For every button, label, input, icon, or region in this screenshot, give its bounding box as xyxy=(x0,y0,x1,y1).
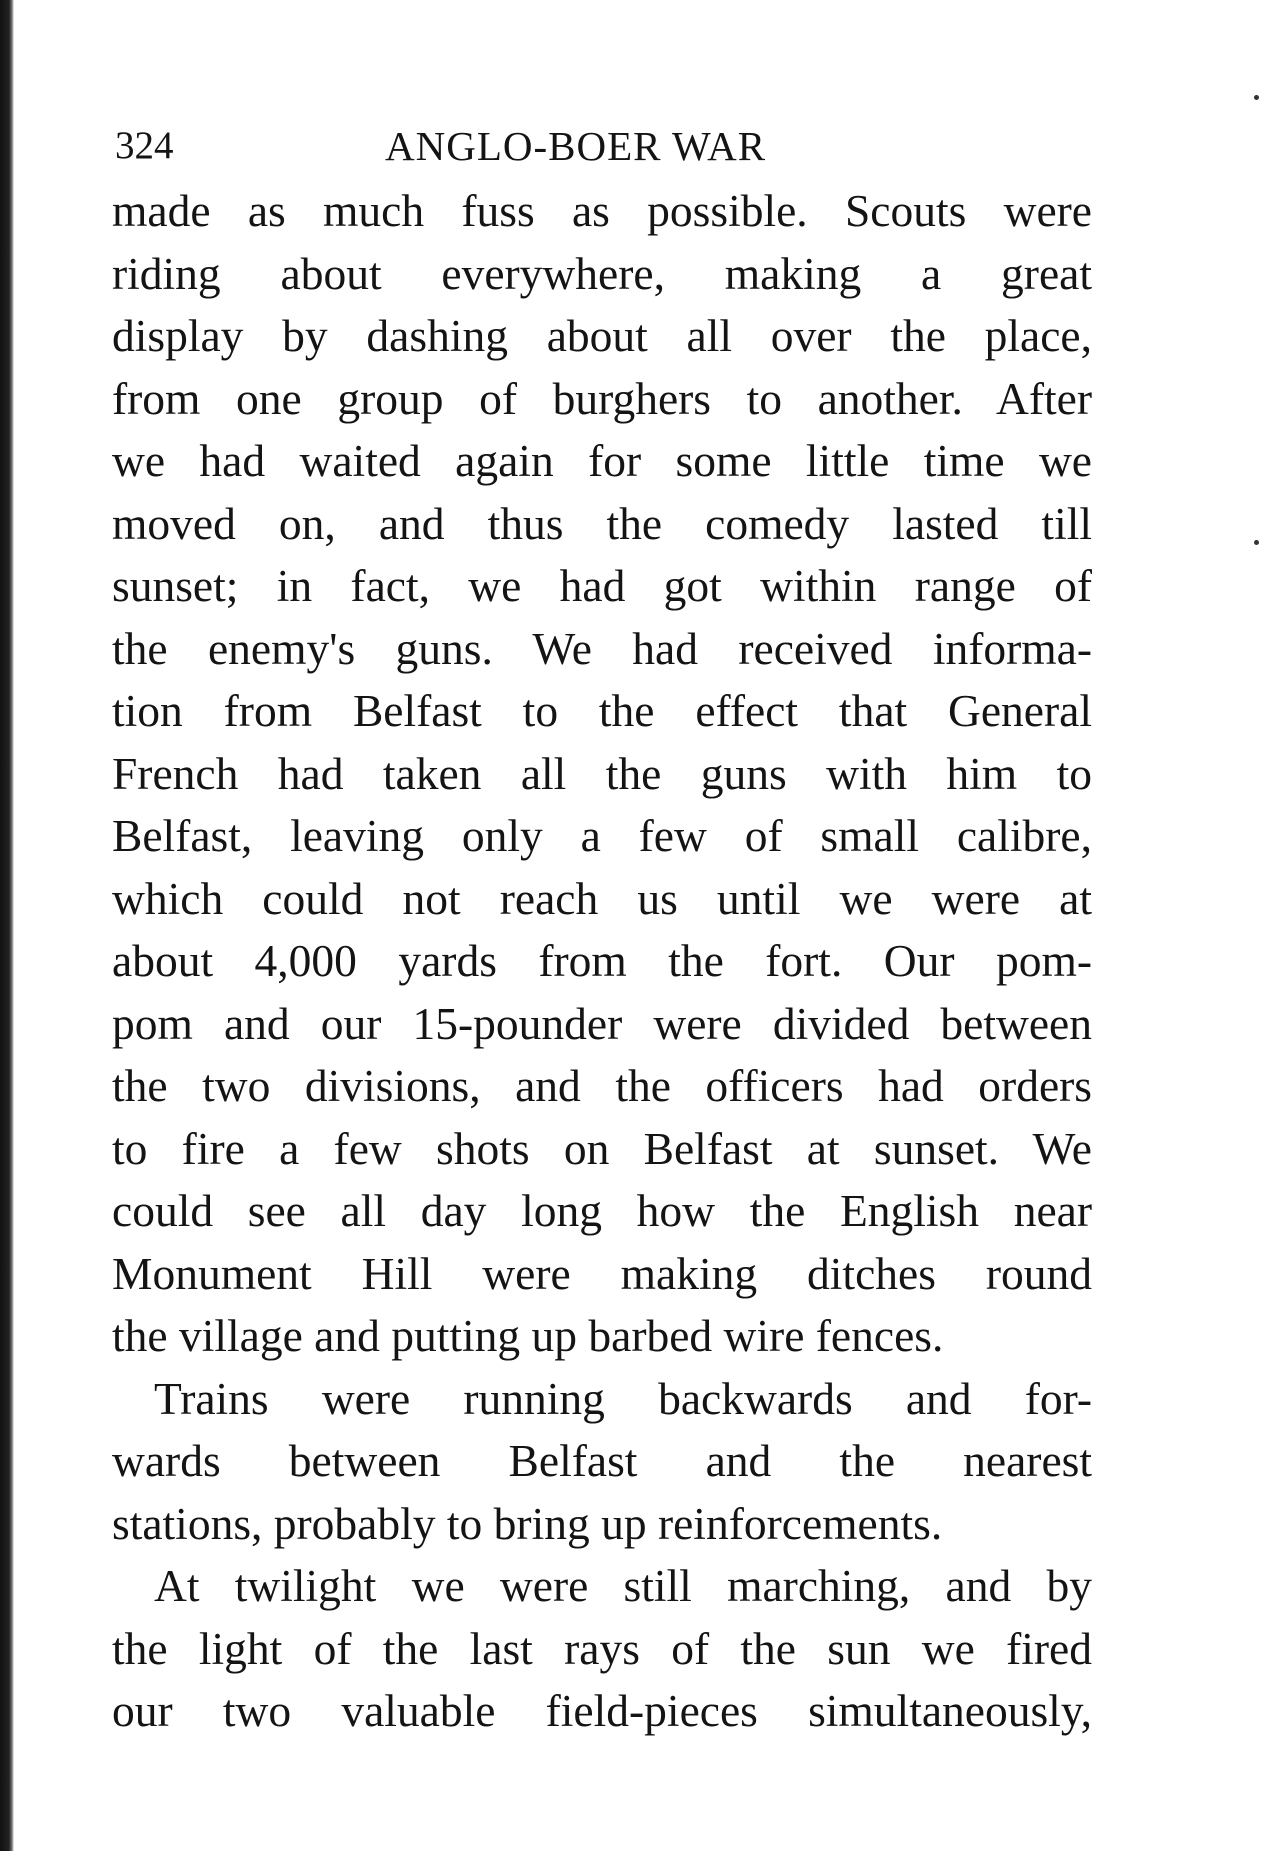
text-line: the enemy's guns. We had received informa- xyxy=(112,622,1092,674)
text-line: moved on, and thus the comedy lasted till xyxy=(112,497,1092,549)
text-line-paragraph-start: Trains were running backwards and for- xyxy=(154,1372,1092,1424)
text-line: from one group of burghers to another. After xyxy=(112,372,1092,424)
text-line: wards between Belfast and the nearest xyxy=(112,1435,1092,1486)
text-line: the light of the last rays of the sun we fired xyxy=(112,1622,1092,1674)
text-line-paragraph-end: the village and putting up barbed wire fences. xyxy=(112,1310,944,1361)
book-page xyxy=(112,118,1092,1743)
running-title: ANGLO-BOER WAR xyxy=(385,123,767,169)
text-line: French had taken all the guns with him to xyxy=(112,747,1092,799)
text-line-paragraph-start: At twilight we were still marching, and by xyxy=(154,1560,1092,1611)
text-line: pom and our 15-pounder were divided between xyxy=(112,997,1092,1049)
page-binding-edge xyxy=(0,0,14,1851)
body-text xyxy=(112,180,1092,1743)
text-line: to fire a few shots on Belfast at sunset. We xyxy=(112,1122,1092,1174)
text-line: sunset; in fact, we had got within range of xyxy=(112,560,1092,611)
text-line: could see all day long how the English near xyxy=(112,1185,1092,1236)
margin-speck xyxy=(1254,95,1259,100)
text-line: riding about everywhere, making a great xyxy=(112,247,1092,299)
text-line: about 4,000 yards from the fort. Our pom- xyxy=(112,935,1092,986)
text-line: made as much fuss as possible. Scouts were xyxy=(112,185,1092,236)
text-line: the two divisions, and the officers had orders xyxy=(112,1060,1092,1111)
text-line: tion from Belfast to the effect that General xyxy=(112,685,1092,736)
text-line-paragraph-end: stations, probably to bring up reinforcements. xyxy=(112,1497,943,1549)
text-line: we had waited again for some little time we xyxy=(112,435,1092,486)
text-line: Monument Hill were making ditches round xyxy=(112,1247,1092,1299)
margin-speck xyxy=(1254,540,1259,545)
text-line: which could not reach us until we were at xyxy=(112,872,1092,924)
text-line: our two valuable field-pieces simultaneously, xyxy=(112,1685,1092,1736)
text-line: display by dashing about all over the place, xyxy=(112,310,1092,361)
running-head xyxy=(112,118,1092,174)
text-line: Belfast, leaving only a few of small calibre, xyxy=(112,810,1092,861)
page-number: 324 xyxy=(115,124,174,167)
